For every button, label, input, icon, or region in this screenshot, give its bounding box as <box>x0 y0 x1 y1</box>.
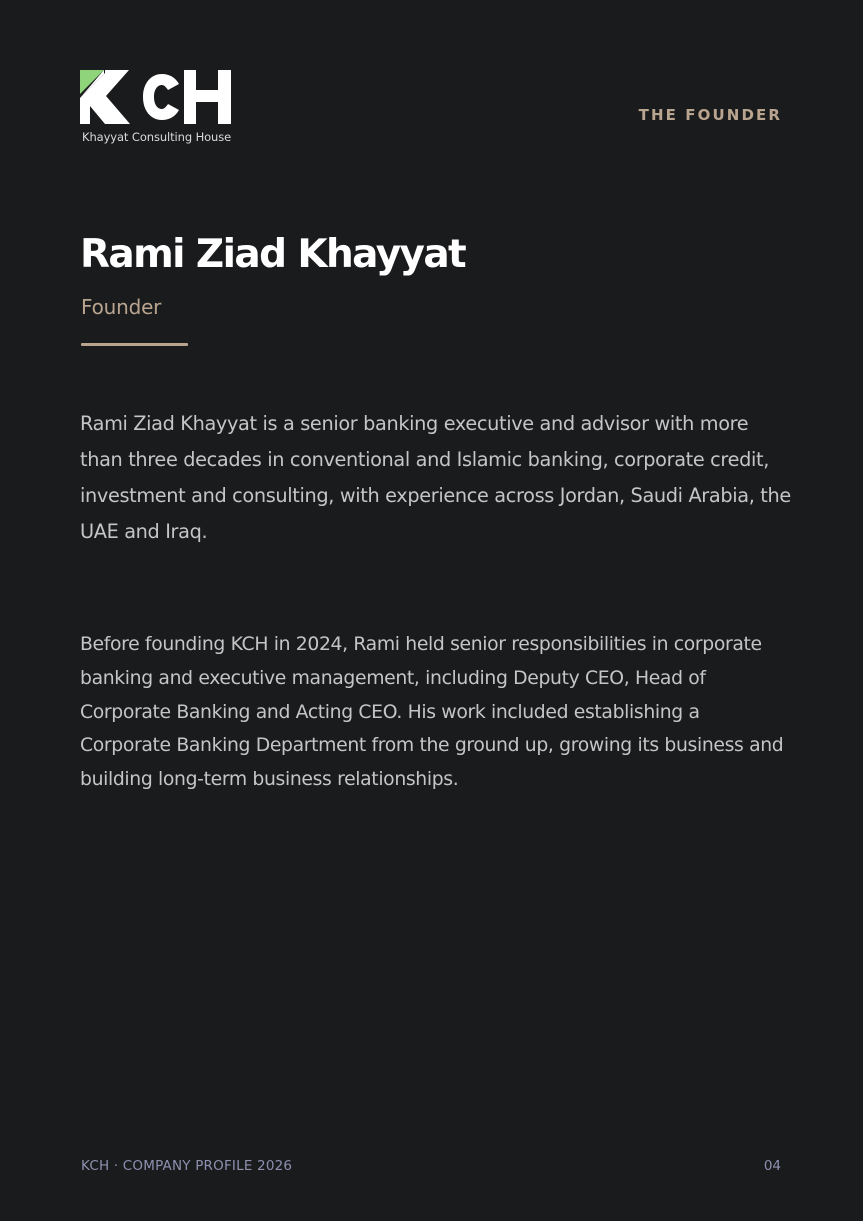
founder-name: Rami Ziad Khayyat <box>80 232 466 277</box>
footer-document-label: KCH · COMPANY PROFILE 2026 <box>81 1158 293 1174</box>
kch-logo-mark-icon <box>80 68 233 126</box>
footer-page-number: 04 <box>763 1158 781 1174</box>
logo-tagline: Khayyat Consulting House <box>82 130 232 144</box>
bio-paragraph-2: Before founding KCH in 2024, Rami held senior responsibilities in corporate banking and executive management, including Deputy CEO, Head of Corporate Banking and Acting CEO. His work included establishing a Corporate Banking Department from the ground up, growing its business and building long-term business relationships. <box>80 634 784 791</box>
kch-logo <box>80 68 250 148</box>
accent-divider <box>81 343 188 346</box>
section-label: THE FOUNDER <box>638 106 782 124</box>
founder-role: Founder <box>81 295 162 319</box>
bio-paragraph-1: Rami Ziad Khayyat is a senior banking executive and advisor with more than three decades in conventional and Islamic banking, corporate credit, investment and consulting, with experience across Jordan, Saudi Arabia, the UAE and Iraq. <box>80 412 791 543</box>
